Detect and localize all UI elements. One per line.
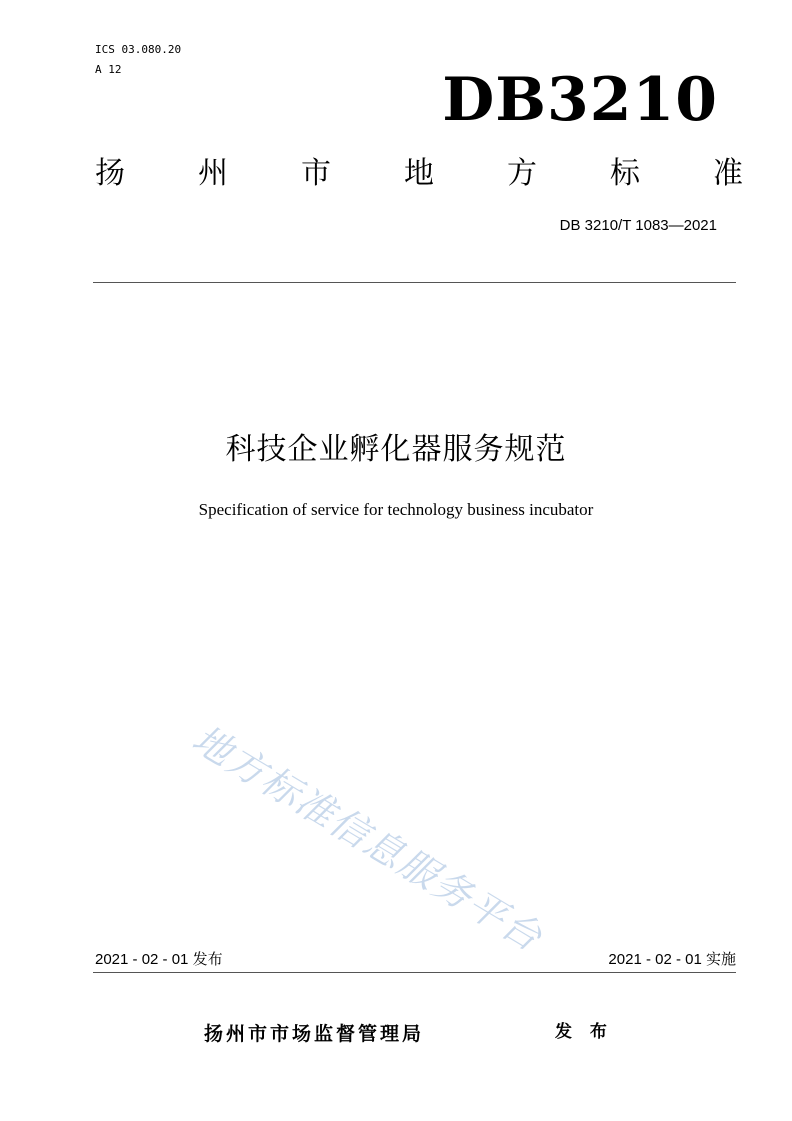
document-title-cn: 科技企业孵化器服务规范 <box>225 432 567 467</box>
classification-codes <box>95 40 181 80</box>
document-title-en: Specification of service for technology business incubator <box>198 500 594 519</box>
publish-date: 2021 - 02 - 01 发布 <box>95 951 223 968</box>
ccs-code: A 12 <box>95 63 122 76</box>
standard-code: DB3210 <box>442 65 718 135</box>
standard-type-char: 准 <box>713 156 743 191</box>
standard-type-char: 州 <box>198 156 228 191</box>
standard-type-char: 方 <box>507 156 537 191</box>
standard-type-heading <box>95 150 743 198</box>
standard-number: DB 3210/T 1083—2021 <box>559 217 717 234</box>
ics-code: ICS 03.080.20 <box>95 43 182 56</box>
standard-type-char: 标 <box>610 156 640 191</box>
implement-date: 2021 - 02 - 01 实施 <box>608 951 736 968</box>
issuing-authority: 扬州市市场监督管理局 <box>204 1023 425 1045</box>
standard-type-char: 地 <box>404 156 434 191</box>
issue-label: 发 布 <box>555 1022 613 1042</box>
header-divider <box>93 282 736 283</box>
watermark: 地方标准信息服务平台 <box>184 716 551 961</box>
standard-type-char: 扬 <box>95 156 125 191</box>
date-row <box>93 948 736 973</box>
standard-type-char: 市 <box>301 156 331 191</box>
